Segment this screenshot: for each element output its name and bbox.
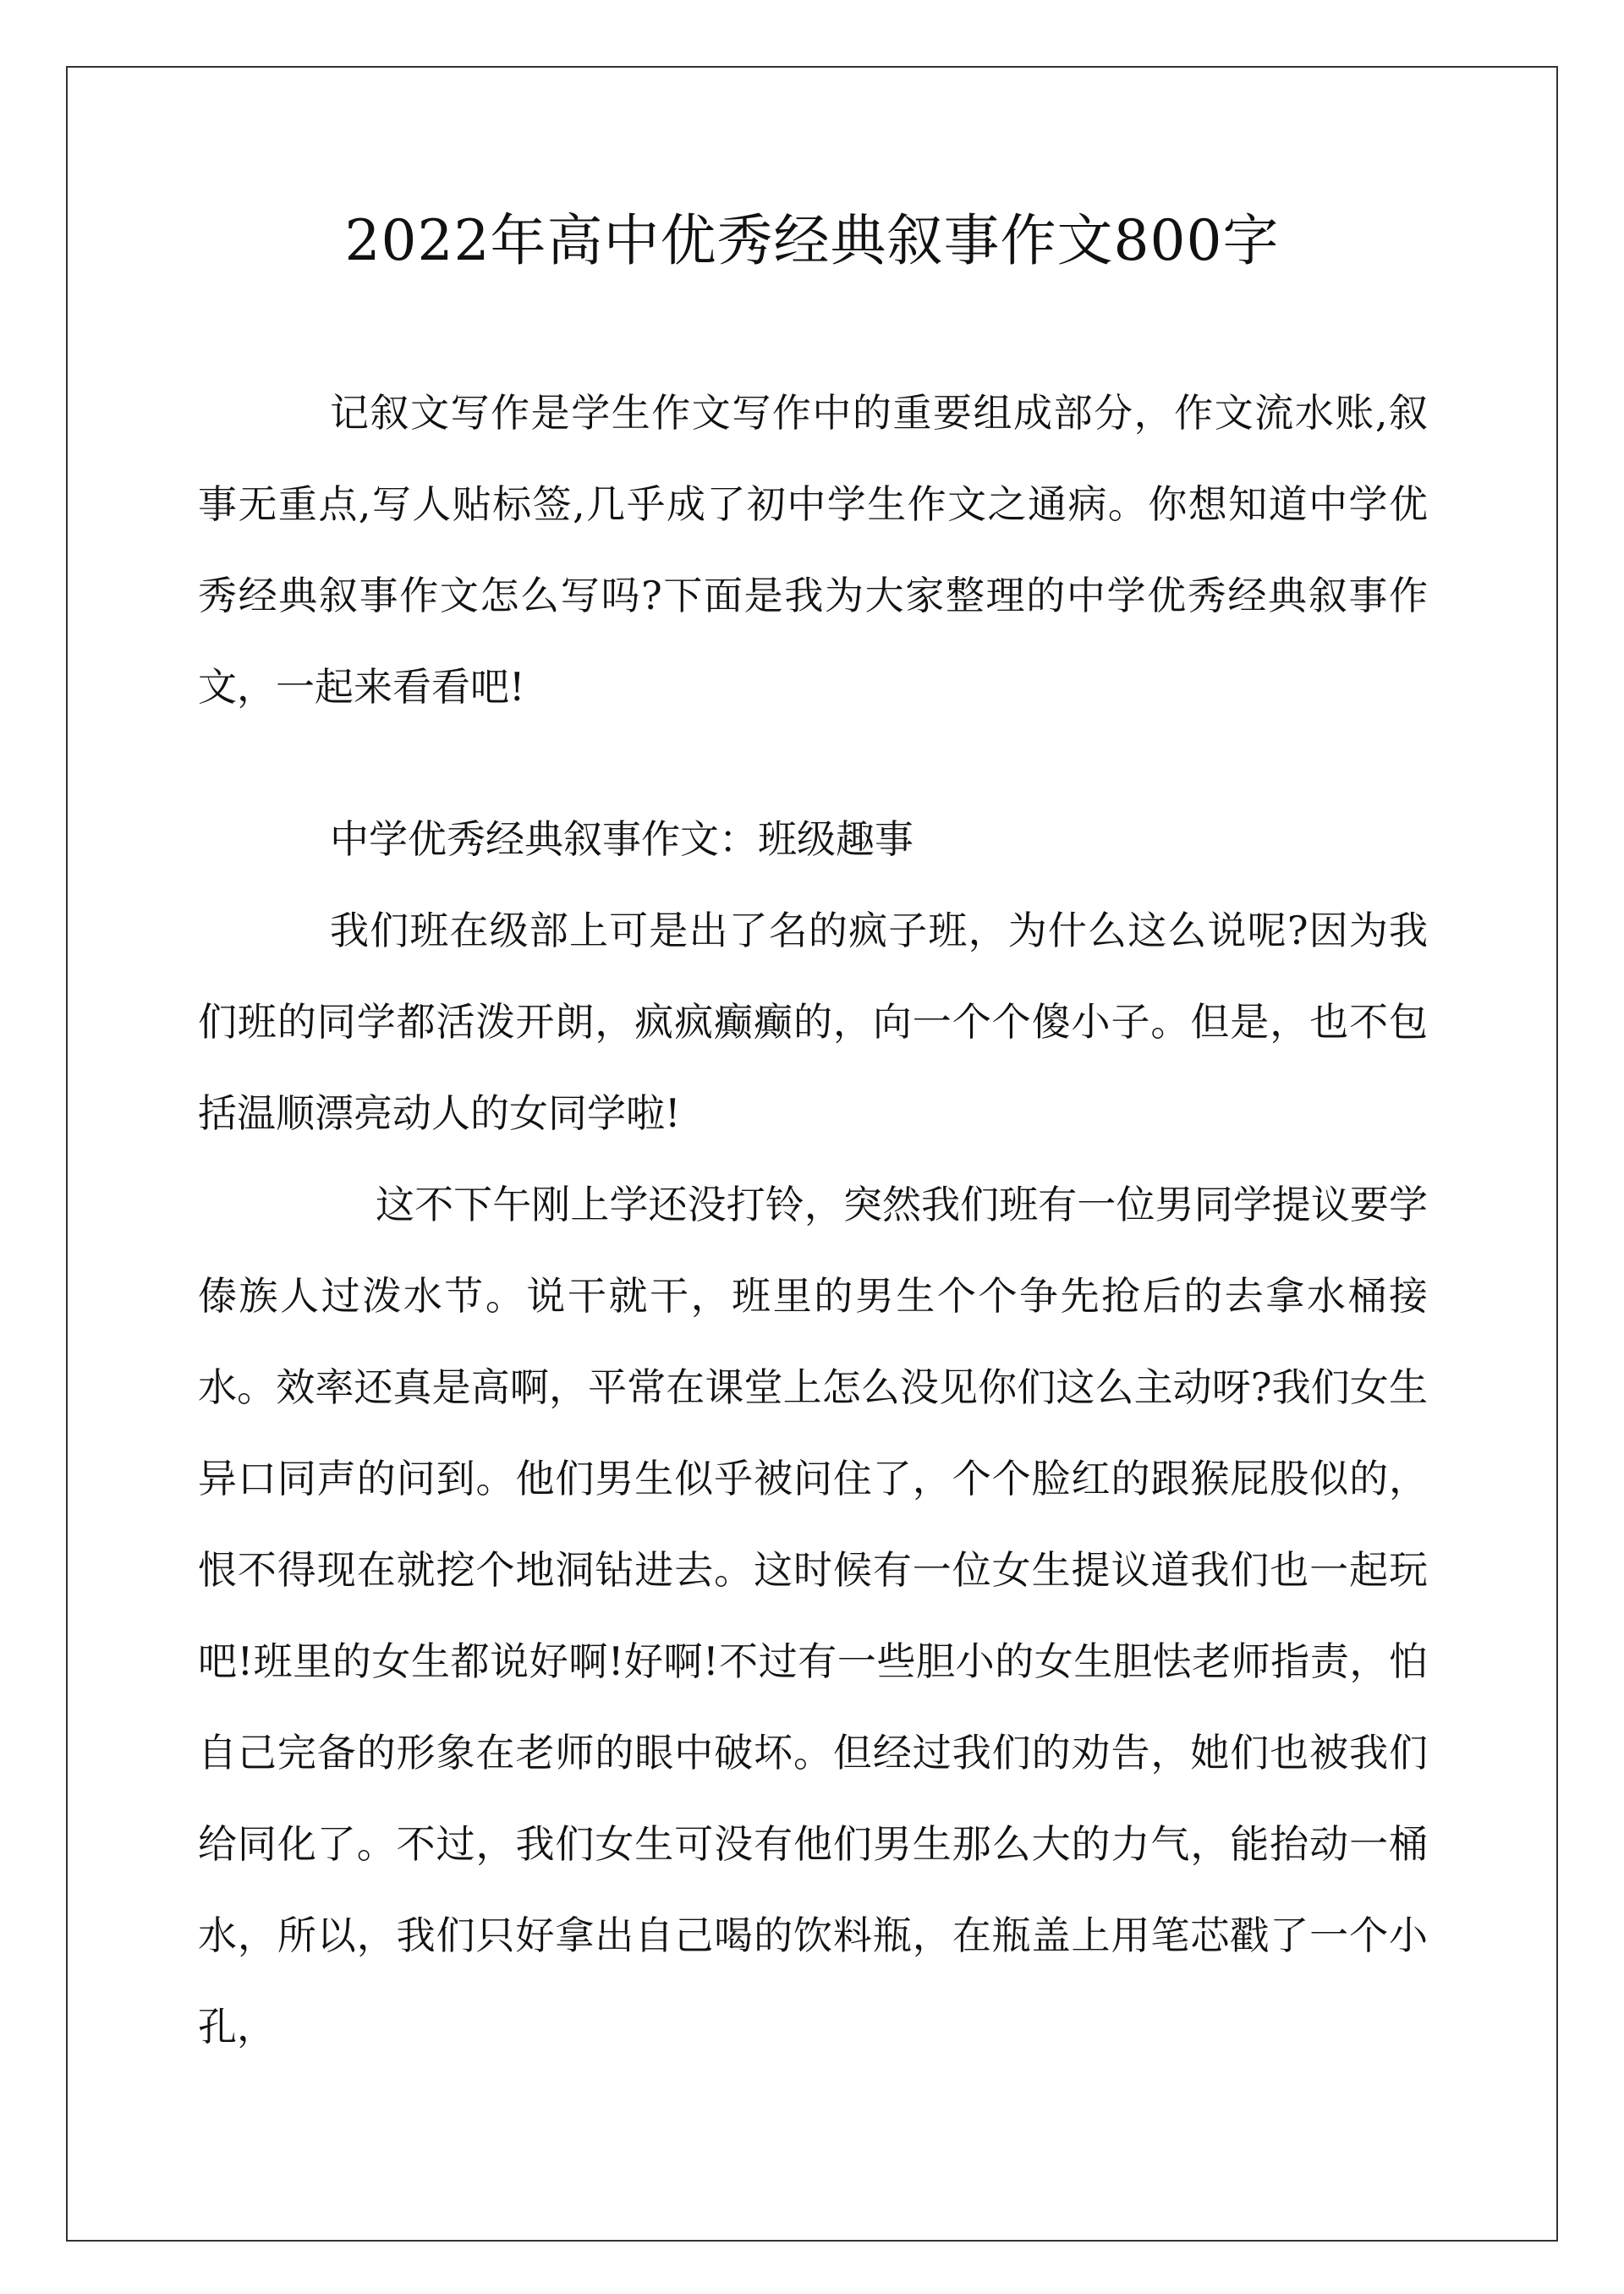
section-heading: 中学优秀经典叙事作文：班级趣事 [330,816,914,862]
document-title: 2022年高中优秀经典叙事作文800字 [344,208,1280,273]
intro-paragraph: 记叙文写作是学生作文写作中的重要组成部分，作文流水账,叙事无重点,写人贴标签,几乎成了初中学生作文之通病。你想知道中学优秀经典叙事作文怎么写吗?下面是我为大家整理的中学优秀经典叙事作文，一起来看看吧! [198,390,1428,710]
story-paragraph-1: 我们班在级部上可是出了名的疯子班，为什么这么说呢?因为我们班的同学都活泼开朗，疯疯癫癫的，向一个个傻小子。但是，也不包括温顺漂亮动人的女同学啦! [198,908,1428,1136]
story-paragraph-2: 这不下午刚上学还没打铃，突然我们班有一位男同学提议要学傣族人过泼水节。说干就干，班里的男生个个争先抢后的去拿水桶接水。效率还真是高啊，平常在课堂上怎么没见你们这么主动呀?我们女生异口同声的问到。他们男生似乎被问住了，个个脸红的跟猴屁股似的，恨不得现在就挖个地洞钻进去。这时候有一位女生提议道我们也一起玩吧!班里的女生都说好啊!好啊!不过有一些胆小的女生胆怯老师指责，怕自己完备的形象在老师的眼中破坏。但经过我们的劝告，她们也被我们给同化了。不过，我们女生可没有他们男生那么大的力气，能抬动一桶水，所以，我们只好拿出自己喝的饮料瓶，在瓶盖上用笔芯戳了一个小孔， [198,1182,1428,2050]
